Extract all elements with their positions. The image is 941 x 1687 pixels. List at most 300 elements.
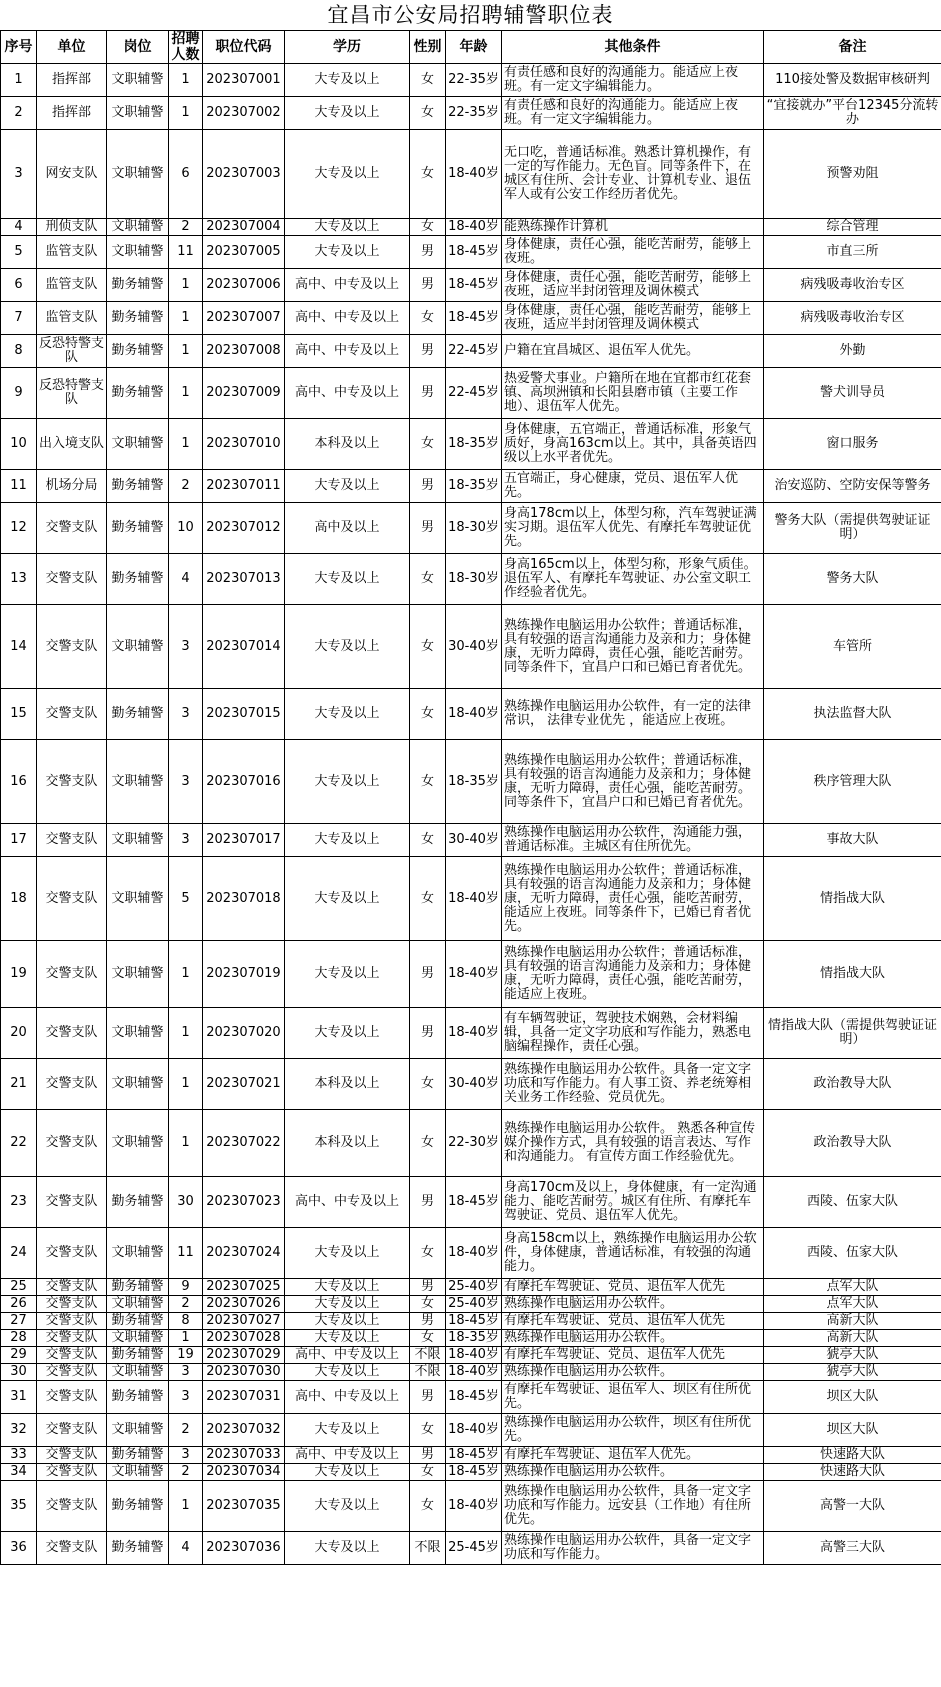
table-row	[1, 1532, 941, 1565]
cell-count: 4	[169, 554, 203, 605]
cell-notes: 执法监督大队	[764, 689, 941, 740]
cell-gender: 女	[410, 824, 446, 857]
cell-count: 1	[169, 335, 203, 368]
cell-age: 30-40岁	[446, 824, 502, 857]
cell-education: 本科及以上	[285, 1110, 410, 1177]
cell-conditions: 有责任感和良好的沟通能力。能适应上夜班。有一定文字编辑能力。	[502, 97, 764, 130]
cell-gender: 女	[410, 554, 446, 605]
cell-education: 大专及以上	[285, 1464, 410, 1481]
cell-unit: 交警支队	[37, 1008, 107, 1059]
cell-code: 202307017	[203, 824, 285, 857]
cell-notes: 预警劝阻	[764, 130, 941, 219]
cell-notes: 高新大队	[764, 1330, 941, 1347]
cell-code: 202307015	[203, 689, 285, 740]
cell-seq: 33	[1, 1447, 37, 1464]
cell-post: 勤务辅警	[107, 1447, 169, 1464]
cell-code: 202307029	[203, 1347, 285, 1364]
cell-notes: 综合管理	[764, 219, 941, 236]
cell-seq: 7	[1, 302, 37, 335]
table-row	[1, 236, 941, 269]
cell-unit: 交警支队	[37, 1296, 107, 1313]
cell-count: 3	[169, 1364, 203, 1381]
cell-count: 1	[169, 97, 203, 130]
cell-seq: 4	[1, 219, 37, 236]
cell-age: 18-45岁	[446, 1464, 502, 1481]
cell-post: 文职辅警	[107, 236, 169, 269]
cell-education: 高中、中专及以上	[285, 1447, 410, 1464]
cell-unit: 交警支队	[37, 554, 107, 605]
cell-unit: 交警支队	[37, 1279, 107, 1296]
cell-notes: 市直三所	[764, 236, 941, 269]
table-row	[1, 857, 941, 941]
cell-gender: 女	[410, 419, 446, 470]
cell-count: 1	[169, 1110, 203, 1177]
cell-count: 2	[169, 219, 203, 236]
cell-post: 文职辅警	[107, 219, 169, 236]
cell-unit: 交警支队	[37, 1481, 107, 1532]
cell-notes: 猇亭大队	[764, 1364, 941, 1381]
cell-seq: 36	[1, 1532, 37, 1565]
cell-conditions: 有摩托车驾驶证、党员、退伍军人优先	[502, 1313, 764, 1330]
cell-unit: 交警支队	[37, 1177, 107, 1228]
cell-count: 2	[169, 1464, 203, 1481]
cell-gender: 男	[410, 236, 446, 269]
table-row	[1, 1364, 941, 1381]
cell-post: 文职辅警	[107, 740, 169, 824]
cell-age: 18-35岁	[446, 1330, 502, 1347]
cell-age: 18-45岁	[446, 236, 502, 269]
cell-gender: 男	[410, 335, 446, 368]
table-row	[1, 1464, 941, 1481]
cell-age: 18-45岁	[446, 1313, 502, 1330]
cell-post: 文职辅警	[107, 1059, 169, 1110]
cell-gender: 男	[410, 368, 446, 419]
table-row	[1, 941, 941, 1008]
cell-education: 大专及以上	[285, 1228, 410, 1279]
table-row	[1, 1447, 941, 1464]
cell-age: 22-45岁	[446, 335, 502, 368]
cell-count: 3	[169, 689, 203, 740]
cell-seq: 2	[1, 97, 37, 130]
cell-gender: 女	[410, 1296, 446, 1313]
cell-conditions: 身体健康，责任心强，能吃苦耐劳，能够上夜班，适应半封闭管理及调休模式	[502, 302, 764, 335]
cell-unit: 交警支队	[37, 857, 107, 941]
cell-code: 202307024	[203, 1228, 285, 1279]
cell-notes: 窗口服务	[764, 419, 941, 470]
cell-notes: 快速路大队	[764, 1447, 941, 1464]
cell-gender: 女	[410, 1110, 446, 1177]
cell-education: 大专及以上	[285, 470, 410, 503]
cell-post: 勤务辅警	[107, 368, 169, 419]
table-row	[1, 419, 941, 470]
cell-gender: 女	[410, 130, 446, 219]
cell-unit: 刑侦支队	[37, 219, 107, 236]
cell-gender: 不限	[410, 1532, 446, 1565]
table-row	[1, 368, 941, 419]
cell-post: 文职辅警	[107, 1008, 169, 1059]
cell-unit: 监管支队	[37, 302, 107, 335]
cell-education: 高中、中专及以上	[285, 302, 410, 335]
cell-seq: 13	[1, 554, 37, 605]
cell-post: 勤务辅警	[107, 1481, 169, 1532]
cell-unit: 交警支队	[37, 1364, 107, 1381]
cell-seq: 21	[1, 1059, 37, 1110]
cell-code: 202307032	[203, 1414, 285, 1447]
cell-gender: 不限	[410, 1347, 446, 1364]
cell-post: 勤务辅警	[107, 503, 169, 554]
cell-age: 18-30岁	[446, 503, 502, 554]
cell-code: 202307006	[203, 269, 285, 302]
cell-post: 勤务辅警	[107, 335, 169, 368]
cell-education: 大专及以上	[285, 219, 410, 236]
cell-code: 202307035	[203, 1481, 285, 1532]
cell-notes: 警务大队（需提供驾驶证证明）	[764, 503, 941, 554]
cell-seq: 15	[1, 689, 37, 740]
cell-age: 18-40岁	[446, 857, 502, 941]
cell-age: 18-40岁	[446, 1364, 502, 1381]
cell-code: 202307009	[203, 368, 285, 419]
cell-conditions: 身体健康，责任心强，能吃苦耐劳，能够上夜班，适应半封闭管理及调休模式	[502, 269, 764, 302]
table-row	[1, 335, 941, 368]
table-row	[1, 64, 941, 97]
cell-post: 文职辅警	[107, 1364, 169, 1381]
cell-gender: 女	[410, 1330, 446, 1347]
cell-education: 大专及以上	[285, 236, 410, 269]
cell-count: 2	[169, 1414, 203, 1447]
cell-count: 1	[169, 1008, 203, 1059]
cell-notes: 政治教导大队	[764, 1059, 941, 1110]
cell-seq: 34	[1, 1464, 37, 1481]
cell-code: 202307036	[203, 1532, 285, 1565]
cell-count: 10	[169, 503, 203, 554]
cell-age: 25-45岁	[446, 1532, 502, 1565]
cell-notes: 病残吸毒收治专区	[764, 269, 941, 302]
cell-conditions: 能熟练操作计算机	[502, 219, 764, 236]
cell-code: 202307026	[203, 1296, 285, 1313]
cell-seq: 3	[1, 130, 37, 219]
cell-unit: 反恐特警支队	[37, 368, 107, 419]
cell-conditions: 熟练操作电脑运用办公软件。 熟悉各种宣传媒介操作方式，具有较强的语言表达、写作和沟通能力。 有宣传方面工作经验优先。	[502, 1110, 764, 1177]
cell-code: 202307013	[203, 554, 285, 605]
cell-post: 勤务辅警	[107, 1177, 169, 1228]
cell-education: 大专及以上	[285, 1330, 410, 1347]
cell-education: 大专及以上	[285, 1414, 410, 1447]
cell-conditions: 熟练操作电脑运用办公软件；普通话标准，具有较强的语言沟通能力及亲和力；身体健康，无听力障碍，责任心强，能吃苦耐劳。同等条件下，宜昌户口和已婚已育者优先。	[502, 740, 764, 824]
cell-age: 22-30岁	[446, 1110, 502, 1177]
cell-unit: 交警支队	[37, 605, 107, 689]
cell-code: 202307034	[203, 1464, 285, 1481]
cell-conditions: 熟练操作电脑运用办公软件。	[502, 1364, 764, 1381]
cell-post: 文职辅警	[107, 64, 169, 97]
cell-count: 1	[169, 368, 203, 419]
cell-education: 大专及以上	[285, 554, 410, 605]
cell-education: 大专及以上	[285, 1313, 410, 1330]
table-row	[1, 97, 941, 130]
cell-age: 18-30岁	[446, 554, 502, 605]
cell-gender: 女	[410, 97, 446, 130]
cell-notes: 西陵、伍家大队	[764, 1228, 941, 1279]
cell-gender: 女	[410, 219, 446, 236]
table-row	[1, 740, 941, 824]
cell-count: 2	[169, 1296, 203, 1313]
cell-unit: 指挥部	[37, 64, 107, 97]
cell-code: 202307002	[203, 97, 285, 130]
cell-conditions: 有摩托车驾驶证、党员、退伍军人优先	[502, 1279, 764, 1296]
cell-count: 2	[169, 470, 203, 503]
table-row	[1, 269, 941, 302]
cell-education: 大专及以上	[285, 97, 410, 130]
cell-notes: 快速路大队	[764, 1464, 941, 1481]
cell-count: 3	[169, 1381, 203, 1414]
cell-code: 202307020	[203, 1008, 285, 1059]
cell-education: 本科及以上	[285, 1059, 410, 1110]
cell-code: 202307031	[203, 1381, 285, 1414]
cell-conditions: 熟练操作电脑运用办公软件。	[502, 1464, 764, 1481]
cell-conditions: 身高158cm以上，熟练操作电脑运用办公软件，身体健康，普通话标准，有较强的沟通能力。	[502, 1228, 764, 1279]
cell-code: 202307022	[203, 1110, 285, 1177]
cell-post: 文职辅警	[107, 941, 169, 1008]
cell-code: 202307007	[203, 302, 285, 335]
cell-notes: 西陵、伍家大队	[764, 1177, 941, 1228]
cell-seq: 35	[1, 1481, 37, 1532]
cell-conditions: 熟练操作电脑运用办公软件，沟通能力强，普通话标准。主城区有住所优先。	[502, 824, 764, 857]
cell-age: 18-35岁	[446, 419, 502, 470]
cell-count: 1	[169, 64, 203, 97]
cell-code: 202307004	[203, 219, 285, 236]
cell-seq: 25	[1, 1279, 37, 1296]
cell-code: 202307011	[203, 470, 285, 503]
cell-seq: 32	[1, 1414, 37, 1447]
cell-post: 勤务辅警	[107, 1279, 169, 1296]
cell-age: 18-45岁	[446, 1177, 502, 1228]
cell-count: 3	[169, 1447, 203, 1464]
cell-seq: 29	[1, 1347, 37, 1364]
cell-seq: 9	[1, 368, 37, 419]
cell-conditions: 熟练操作电脑运用办公软件；普通话标准，具有较强的语言沟通能力及亲和力；身体健康，无听力障碍，责任心强，能吃苦耐劳，能适应上夜班。同等条件下，已婚已育者优先。	[502, 857, 764, 941]
cell-count: 1	[169, 419, 203, 470]
cell-unit: 出入境支队	[37, 419, 107, 470]
table-row	[1, 470, 941, 503]
cell-count: 3	[169, 824, 203, 857]
cell-seq: 27	[1, 1313, 37, 1330]
cell-notes: 坝区大队	[764, 1414, 941, 1447]
cell-count: 1	[169, 1330, 203, 1347]
cell-seq: 1	[1, 64, 37, 97]
cell-count: 3	[169, 740, 203, 824]
cell-post: 文职辅警	[107, 824, 169, 857]
cell-gender: 男	[410, 503, 446, 554]
cell-education: 高中、中专及以上	[285, 269, 410, 302]
cell-unit: 交警支队	[37, 941, 107, 1008]
cell-unit: 交警支队	[37, 503, 107, 554]
header-col-count: 招聘人数	[169, 31, 203, 64]
cell-unit: 交警支队	[37, 1447, 107, 1464]
cell-age: 18-40岁	[446, 1481, 502, 1532]
cell-gender: 男	[410, 269, 446, 302]
cell-count: 1	[169, 302, 203, 335]
cell-unit: 网安支队	[37, 130, 107, 219]
cell-education: 高中及以上	[285, 503, 410, 554]
cell-post: 文职辅警	[107, 857, 169, 941]
cell-gender: 女	[410, 740, 446, 824]
cell-education: 大专及以上	[285, 1279, 410, 1296]
cell-seq: 11	[1, 470, 37, 503]
cell-notes: 治安巡防、空防安保等警务	[764, 470, 941, 503]
cell-code: 202307025	[203, 1279, 285, 1296]
cell-seq: 6	[1, 269, 37, 302]
page-title: 宜昌市公安局招聘辅警职位表	[327, 3, 614, 27]
cell-notes: 秩序管理大队	[764, 740, 941, 824]
cell-count: 5	[169, 857, 203, 941]
cell-conditions: 熟练操作电脑运用办公软件。	[502, 1296, 764, 1313]
cell-count: 3	[169, 605, 203, 689]
cell-conditions: 有责任感和良好的沟通能力。能适应上夜班。有一定文字编辑能力。	[502, 64, 764, 97]
cell-conditions: 身体健康，责任心强，能吃苦耐劳，能够上夜班。	[502, 236, 764, 269]
cell-education: 大专及以上	[285, 1481, 410, 1532]
cell-education: 大专及以上	[285, 1296, 410, 1313]
cell-count: 11	[169, 236, 203, 269]
header-col-education: 学历	[285, 31, 410, 64]
cell-age: 22-35岁	[446, 64, 502, 97]
cell-code: 202307008	[203, 335, 285, 368]
table-row	[1, 1313, 941, 1330]
cell-unit: 机场分局	[37, 470, 107, 503]
cell-count: 19	[169, 1347, 203, 1364]
cell-post: 勤务辅警	[107, 689, 169, 740]
cell-education: 大专及以上	[285, 824, 410, 857]
table-header-row	[1, 31, 941, 64]
cell-seq: 31	[1, 1381, 37, 1414]
cell-seq: 30	[1, 1364, 37, 1381]
cell-notes: 事故大队	[764, 824, 941, 857]
cell-count: 6	[169, 130, 203, 219]
cell-conditions: 身高165cm以上，体型匀称，形象气质佳。退伍军人、有摩托车驾驶证、办公室文职工作经验者优先。	[502, 554, 764, 605]
cell-gender: 女	[410, 689, 446, 740]
cell-conditions: 有车辆驾驶证，驾驶技术娴熟，会材料编辑，具备一定文字功底和写作能力，熟悉电脑编程操作，责任心强。	[502, 1008, 764, 1059]
cell-post: 文职辅警	[107, 1414, 169, 1447]
cell-notes: 高警三大队	[764, 1532, 941, 1565]
cell-gender: 女	[410, 1228, 446, 1279]
cell-education: 高中、中专及以上	[285, 1381, 410, 1414]
cell-code: 202307018	[203, 857, 285, 941]
cell-post: 勤务辅警	[107, 1313, 169, 1330]
cell-count: 4	[169, 1532, 203, 1565]
cell-gender: 男	[410, 1381, 446, 1414]
cell-gender: 不限	[410, 1364, 446, 1381]
cell-unit: 交警支队	[37, 1532, 107, 1565]
cell-code: 202307016	[203, 740, 285, 824]
cell-age: 22-35岁	[446, 97, 502, 130]
cell-education: 大专及以上	[285, 740, 410, 824]
cell-age: 18-40岁	[446, 1414, 502, 1447]
cell-education: 大专及以上	[285, 689, 410, 740]
header-col-gender: 性别	[410, 31, 446, 64]
table-row	[1, 219, 941, 236]
cell-education: 大专及以上	[285, 1008, 410, 1059]
cell-gender: 女	[410, 302, 446, 335]
cell-education: 高中、中专及以上	[285, 368, 410, 419]
cell-unit: 交警支队	[37, 1228, 107, 1279]
cell-seq: 26	[1, 1296, 37, 1313]
cell-gender: 男	[410, 941, 446, 1008]
cell-conditions: 熟练操作电脑运用办公软件。	[502, 1330, 764, 1347]
table-row	[1, 1177, 941, 1228]
cell-conditions: 无口吃，普通话标准。熟悉计算机操作，有一定的写作能力。无色盲。同等条件下，在城区有住所、会计专业、计算机专业、退伍军人或有公安工作经历者优先。	[502, 130, 764, 219]
cell-age: 30-40岁	[446, 1059, 502, 1110]
cell-age: 18-40岁	[446, 219, 502, 236]
cell-age: 18-40岁	[446, 1008, 502, 1059]
cell-unit: 交警支队	[37, 689, 107, 740]
cell-post: 勤务辅警	[107, 1381, 169, 1414]
cell-gender: 女	[410, 1481, 446, 1532]
cell-conditions: 户籍在宜昌城区、退伍军人优先。	[502, 335, 764, 368]
cell-post: 文职辅警	[107, 419, 169, 470]
cell-seq: 20	[1, 1008, 37, 1059]
cell-age: 18-35岁	[446, 470, 502, 503]
table-row	[1, 1008, 941, 1059]
cell-notes: 车管所	[764, 605, 941, 689]
cell-code: 202307005	[203, 236, 285, 269]
cell-education: 本科及以上	[285, 419, 410, 470]
cell-code: 202307021	[203, 1059, 285, 1110]
cell-seq: 23	[1, 1177, 37, 1228]
cell-education: 大专及以上	[285, 605, 410, 689]
cell-conditions: 热爱警犬事业。户籍所在地在宜都市红花套镇、高坝洲镇和长阳县磨市镇（主要工作地）、退伍军人优先。	[502, 368, 764, 419]
cell-post: 勤务辅警	[107, 554, 169, 605]
cell-code: 202307027	[203, 1313, 285, 1330]
cell-notes: 坝区大队	[764, 1381, 941, 1414]
cell-gender: 男	[410, 1008, 446, 1059]
table-row	[1, 605, 941, 689]
cell-conditions: 身高178cm以上，体型匀称，汽车驾驶证满实习期。退伍军人优先、有摩托车驾驶证优先。	[502, 503, 764, 554]
cell-unit: 反恐特警支队	[37, 335, 107, 368]
cell-post: 勤务辅警	[107, 1532, 169, 1565]
cell-conditions: 有摩托车驾驶证、党员、退伍军人优先	[502, 1347, 764, 1364]
cell-count: 9	[169, 1279, 203, 1296]
cell-gender: 女	[410, 64, 446, 97]
cell-notes: 猇亭大队	[764, 1347, 941, 1364]
cell-notes: 警犬训导员	[764, 368, 941, 419]
cell-age: 25-40岁	[446, 1279, 502, 1296]
cell-code: 202307023	[203, 1177, 285, 1228]
cell-conditions: 五官端正，身心健康，党员、退伍军人优先。	[502, 470, 764, 503]
cell-seq: 16	[1, 740, 37, 824]
table-row	[1, 130, 941, 219]
table-body	[1, 64, 941, 1565]
cell-post: 文职辅警	[107, 97, 169, 130]
cell-notes: 外勤	[764, 335, 941, 368]
cell-gender: 男	[410, 1279, 446, 1296]
cell-education: 高中、中专及以上	[285, 1177, 410, 1228]
cell-education: 高中、中专及以上	[285, 1347, 410, 1364]
position-table	[0, 30, 941, 1565]
cell-seq: 12	[1, 503, 37, 554]
cell-unit: 交警支队	[37, 1414, 107, 1447]
cell-education: 大专及以上	[285, 64, 410, 97]
cell-unit: 指挥部	[37, 97, 107, 130]
header-col-age: 年龄	[446, 31, 502, 64]
cell-count: 30	[169, 1177, 203, 1228]
cell-education: 大专及以上	[285, 1364, 410, 1381]
header-col-conditions: 其他条件	[502, 31, 764, 64]
cell-gender: 男	[410, 1177, 446, 1228]
cell-post: 文职辅警	[107, 1228, 169, 1279]
cell-notes: 政治教导大队	[764, 1110, 941, 1177]
table-row	[1, 554, 941, 605]
cell-post: 文职辅警	[107, 1464, 169, 1481]
cell-conditions: 有摩托车驾驶证、退伍军人优先。	[502, 1447, 764, 1464]
cell-post: 勤务辅警	[107, 1347, 169, 1364]
